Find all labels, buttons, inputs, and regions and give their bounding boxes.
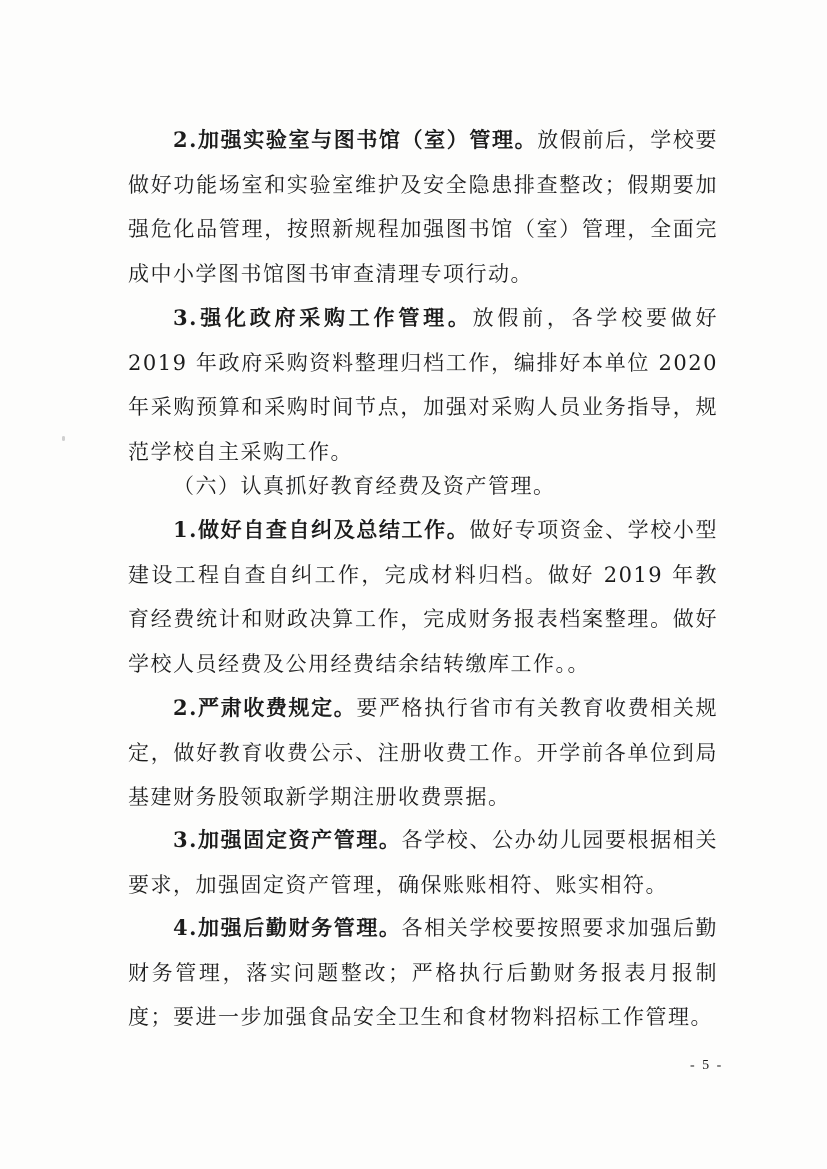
paragraph-procurement-management <box>128 296 718 474</box>
paragraph-fixed-assets <box>128 818 718 907</box>
paragraph-heading: 2.严肃收费规定。 <box>173 695 357 720</box>
paragraph-logistics-finance <box>128 906 718 1040</box>
paragraph-heading: 4.加强后勤财务管理。 <box>173 915 402 940</box>
paragraph-heading: 3.强化政府采购工作管理。 <box>173 305 473 330</box>
paragraph-self-inspection <box>128 508 718 686</box>
page-number: - 5 - <box>690 1058 724 1073</box>
paragraph-body: 各相关学校要按照要求加强后勤财务管理，落实问题整改；严格执行后勤财务报表月报制度；要进一步加强食品安全卫生和食材物料招标工作管理。 <box>128 916 718 1029</box>
paragraph-body: （六）认真抓好教育经费及资产管理。 <box>173 474 556 498</box>
paragraph-body: 各学校、公办幼儿园要根据相关要求，加强固定资产管理，确保账账相符、账实相符。 <box>128 828 718 897</box>
paragraph-heading: 3.加强固定资产管理。 <box>173 827 402 852</box>
scan-speck <box>62 436 65 441</box>
paragraph-lab-library-management <box>128 118 718 296</box>
section-heading-funding-assets <box>128 464 718 509</box>
paragraph-heading: 1.做好自查自纠及总结工作。 <box>173 517 470 542</box>
paragraph-body: 要严格执行省市有关教育收费相关规定，做好教育收费公示、注册收费工作。开学前各单位到局基建财务股领取新学期注册收费票据。 <box>128 696 718 809</box>
paragraph-body: 放假前，各学校要做好 2019 年政府采购资料整理归档工作，编排好本单位 2020 年采购预算和采购时间节点，加强对采购人员业务指导，规范学校自主采购工作。 <box>128 306 718 464</box>
paragraph-fee-regulation <box>128 686 718 820</box>
paragraph-heading: 2.加强实验室与图书馆（室）管理。 <box>173 127 538 152</box>
paragraph-body: 做好专项资金、学校小型建设工程自查自纠工作，完成材料归档。做好 2019 年教育经费统计和财政决算工作，完成财务报表档案整理。做好学校人员经费及公用经费结余结转缴库工作。。 <box>128 518 719 676</box>
paragraph-body: 放假前后，学校要做好功能场室和实验室维护及安全隐患排查整改；假期要加强危化品管理，按照新规程加强图书馆（室）管理，全面完成中小学图书馆图书审查清理专项行动。 <box>128 128 719 286</box>
